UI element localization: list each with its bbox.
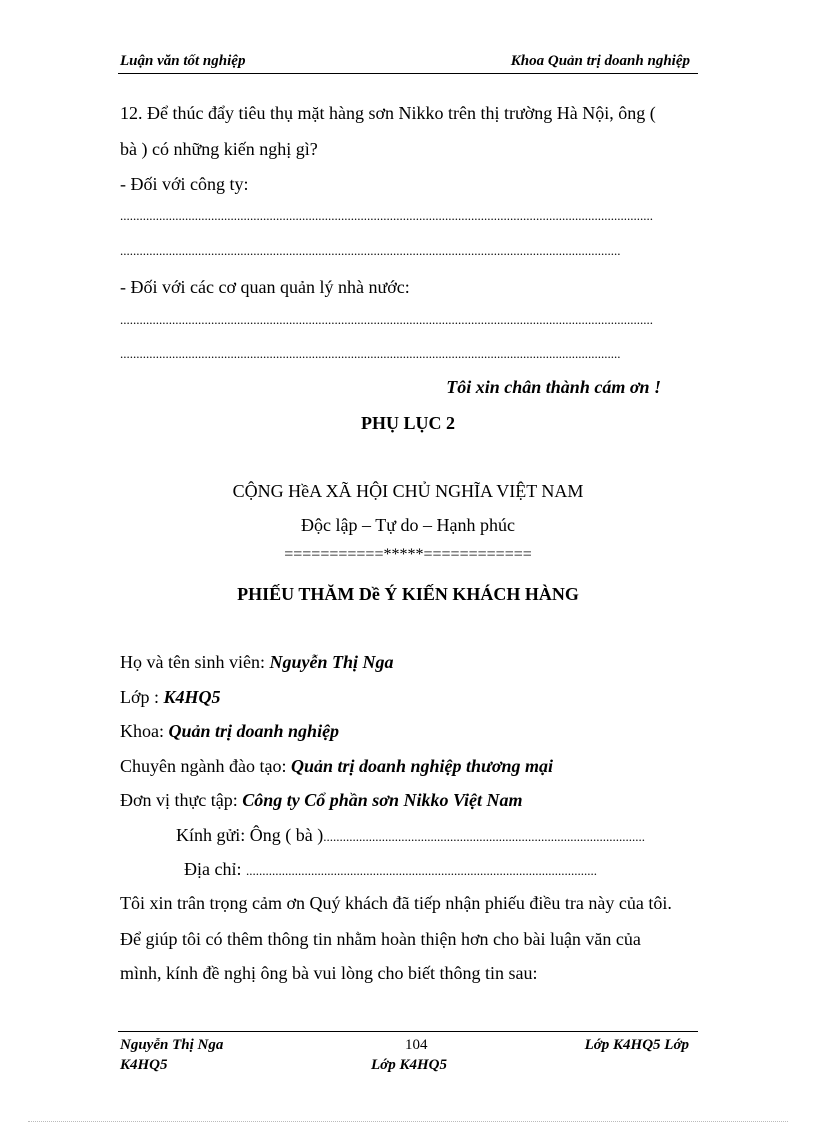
faculty-row [120, 721, 339, 742]
header-left: Luận văn tốt nghiệp [120, 53, 246, 69]
separator: ===========*****============ [284, 546, 532, 563]
kinh-gui-label: Kính gửi: Ông ( bà ) [176, 825, 324, 845]
state-label: - Đối với các cơ quan quản lý nhà nước: [120, 277, 410, 297]
class-value: K4HQ5 [163, 687, 221, 707]
footer-center-2: Lớp K4HQ5 [371, 1057, 447, 1073]
motto: Độc lập – Tự do – Hạnh phúc [301, 515, 515, 535]
page-number: 104 [405, 1037, 428, 1053]
student-name-row [120, 652, 394, 673]
footer-rule [118, 1031, 698, 1032]
nation-title: CỘNG HềA XÃ HỘI CHỦ NGHĨA VIỆT NAM [232, 481, 584, 501]
faculty-label: Khoa: [120, 721, 169, 741]
footer-left-2: K4HQ5 [120, 1057, 168, 1073]
major-label: Chuyên ngành đào tạo: [120, 756, 291, 776]
paragraph-line-1: Tôi xin trân trọng cảm ơn Quý khách đã tiếp nhận phiếu điều tra này của tôi. [120, 893, 672, 913]
header-right: Khoa Quản trị doanh nghiệp [510, 53, 690, 69]
major-value: Quản trị doanh nghiệp thương mại [290, 756, 553, 776]
unit-value: Công ty Cổ phần sơn Nikko Việt Nam [242, 790, 523, 810]
header-rule [118, 73, 698, 74]
footer-left-1: Nguyễn Thị Nga [120, 1037, 224, 1053]
dia-chi-label: Địa chỉ: [184, 859, 246, 879]
class-label: Lớp : [120, 687, 164, 707]
faculty-value: Quản trị doanh nghiệp [168, 721, 340, 741]
kinh-gui-dots: ................................................................................................... [323, 829, 645, 844]
dia-chi-dots: ............................................................................................................ [245, 863, 597, 878]
footer-right-1: Lớp K4HQ5 Lớp [584, 1037, 689, 1053]
question-line-1: 12. Để thúc đẩy tiêu thụ mặt hàng sơn Nikko trên thị trường Hà Nội, ông ( [120, 103, 656, 123]
appendix-title: PHỤ LỤC 2 [361, 413, 455, 433]
question-line-2: bà ) có những kiến nghị gì? [120, 139, 318, 159]
form-title: PHIẾU THĂM Dề Ý KIẾN KHÁCH HÀNG [237, 584, 579, 604]
thanks-text: Tôi xin chân thành cám ơn ! [446, 377, 661, 397]
paragraph-line-3: mình, kính đề nghị ông bà vui lòng cho biết thông tin sau: [120, 963, 538, 983]
company-label: - Đối với công ty: [120, 174, 249, 194]
dia-chi-row [184, 859, 692, 880]
kinh-gui-row [176, 825, 692, 846]
class-row [120, 687, 221, 708]
paragraph-line-2: Để giúp tôi có thêm thông tin nhằm hoàn thiện hơn cho bài luận văn của [120, 929, 641, 949]
company-answer-line-1: .................................................................................................................................................................... [120, 208, 653, 223]
student-name-value: Nguyễn Thị Nga [269, 652, 394, 672]
page-bottom-divider [28, 1121, 788, 1122]
company-answer-line-2: .......................................................................................................................................................... [120, 243, 621, 258]
student-name-label: Họ và tên sinh viên: [120, 652, 270, 672]
state-answer-line-1: .................................................................................................................................................................... [120, 312, 653, 327]
unit-label: Đơn vị thực tập: [120, 790, 243, 810]
state-answer-line-2: .......................................................................................................................................................... [120, 346, 621, 361]
unit-row [120, 790, 522, 811]
major-row [120, 756, 553, 777]
